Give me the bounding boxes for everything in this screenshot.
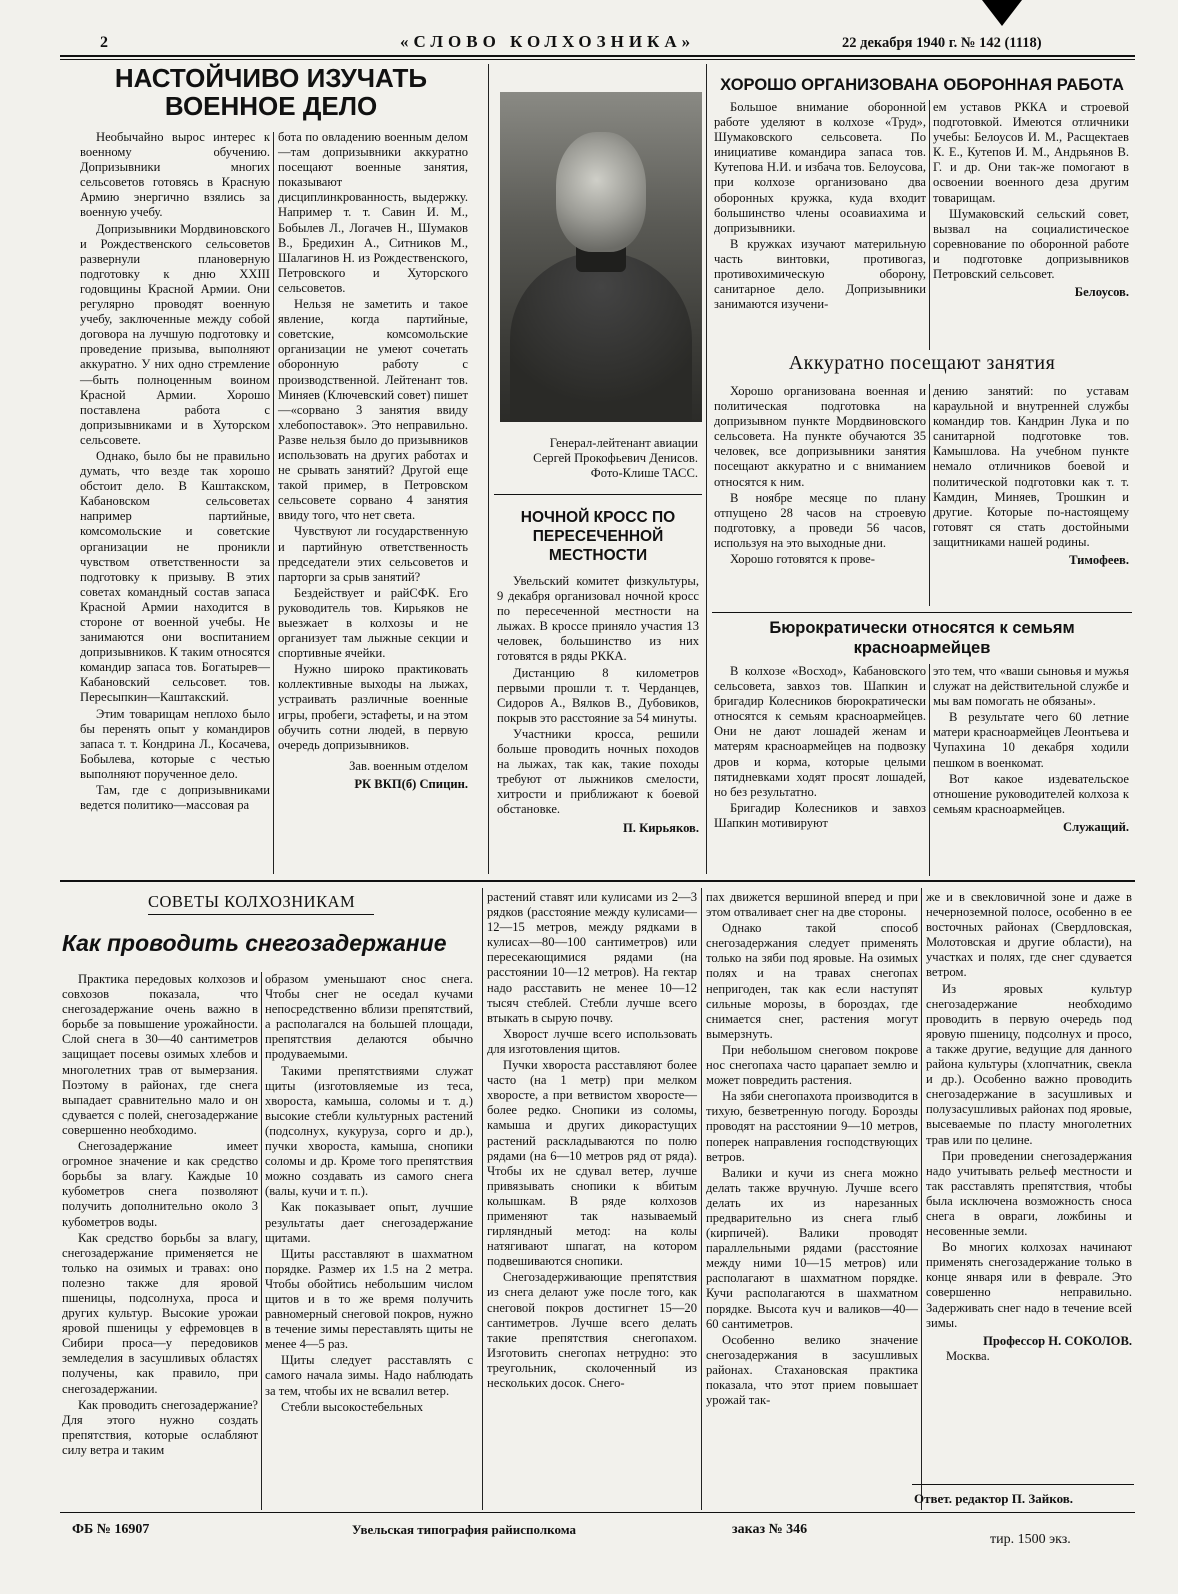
paragraph: Валики и кучи из снега можно делать также вручную. Лучше всего делать их из нарезанных предварительно из снега глыб (кирпичей). Валики проводят параллельными рядами (расстояние между ними 10—15 метров) или располагают в шахматном порядке. Кучи располагаются в шахматном порядке. Высота куч и валиков—40—60 сантиметров. — [706, 1165, 918, 1331]
snow-col1 — [62, 972, 258, 1459]
attend-col2 — [933, 384, 1129, 568]
paragraph: Снегозадерживающие препятствия из снега делают уже после того, как снеговой покров достигнет 15—20 сантиметров. Лучше всего делать такие препятствия снегопахом. Изготовить снегопах нетрудно: это треугольник, сколоченный из нескольких досок. Снего- — [487, 1270, 697, 1390]
page-number: 2 — [100, 34, 108, 51]
paragraph: При небольшом снеговом покрове нос снегопаха часто царапает землю и может повредить растения. — [706, 1042, 918, 1088]
editor-rule — [912, 1484, 1134, 1485]
paragraph: растений ставят или кулисами из 2—3 рядков (расстояние между кулисами—12—15 метров, между рядками в кулисах—80—100 сантиметров) или пересекающимися рядами (на расстоянии 10—12 метров). На гектар надо расставить не менее 10—12 тысяч стеблей. Стебли лучше всего втыкать в сырую почву. — [487, 890, 697, 1025]
paragraph: Хорошо организована военная и политическая подготовка на допризывном пункте Мордвиновского сельсовета. На пункте обучаются 35 человек, все допризывники занятия посещают аккуратно и с вниманием относятся к ним. — [714, 384, 926, 489]
cross-headline — [494, 508, 702, 565]
lower-section-rule — [60, 880, 1135, 882]
paragraph: В кружках изучают материльную часть винтовки, противогаз, противохимическую оборону, санитарное дело. Допризывники занимаются изучени- — [714, 236, 926, 312]
snow-headline: Как проводить снегозадержание — [62, 930, 447, 956]
paragraph: Особенно велико значение снегозадержания в засушливых районах. Стахановская практика показала, что этот прием повышает урожай так- — [706, 1332, 918, 1408]
rubric-label: СОВЕТЫ КОЛХОЗНИКАМ — [148, 892, 356, 911]
paragraph: это тем, что «ваши сыновья и мужья служат на действительной службе и мы вам помогать не обязаны». — [933, 664, 1129, 709]
paragraph: пах движется вершиной вперед и при этом отваливает снег на две стороны. — [706, 890, 918, 920]
paragraph: В ноябре месяце по плану отпущено 28 часов на строевую подготовку, а проведи 56 часов, используя на это выходные дни. — [714, 490, 926, 550]
paragraph: В результате чего 60 летние матери красноармейцев Леонтьева и Чупахина 10 декабря ходили пешком в военкомат. — [933, 710, 1129, 770]
paragraph: Бездействует и райСФК. Его руководитель тов. Кирьяков не выезжает в колхозы и не организует там лыжные секции и спортивные ячейки. — [278, 585, 468, 661]
paragraph: Там, где с допризывниками ведется политико—массовая ра — [80, 783, 270, 813]
bureau-signature: Служащий. — [1062, 819, 1129, 834]
paragraph: Хорошо готовятся к прове- — [730, 552, 875, 567]
cross-title-line3: МЕСТНОСТИ — [548, 547, 648, 564]
cross-title-line2: ПЕРЕСЕЧЕННОЙ — [532, 528, 664, 545]
column-rule — [929, 664, 930, 876]
paragraph: Пучки хвороста расставляют более часто (на 1 метр) при мелком хворосте, а при ветвистом хворосте—более редко. Снопики из соломы, камыша и других дикорастущих растений раскладываются по полю рядами (на 6—10 метров ряд от ряда). Чтобы их не сдувал ветер, лучше привязывать снопики к вбитым колышкам. В ряде колхозов применяют так называемый гирляндный метод: на колы натягивают шпагат, на котором подвешиваются снопики. — [487, 1058, 697, 1269]
bureau-title-line1: Бюрократически относятся к семьям — [769, 619, 1075, 637]
bureau-col1 — [714, 664, 926, 832]
paragraph: Как средство борьбы за влагу, снегозадержание применяется не только на озимых и травах: оно полезно также для яровой пшеницы, подсолнуха, проса и других культур. Высокие урожаи яровой пшеницы у ефремовцев в Сибири проса—у передовиков земледелия в засушливых областях получены, как правило, при снегозадержании. — [62, 1230, 258, 1396]
paragraph: Как проводить снегозадержание? Для этого нужно создать препятствия, которые ослабляют силу ветра и таким — [62, 1397, 258, 1457]
paragraph: Как показывает опыт, лучшие результаты дает снегозадержание щитами. — [265, 1200, 473, 1245]
paragraph: Чувствуют ли государственную и партийную ответственность председатели этих сельсоветов и парторги за срыв занятий? — [278, 524, 468, 584]
article1-headline — [64, 64, 478, 120]
paragraph: Вот какое издевательское отношение руководителей колхоза к семьям красноармейцев. — [933, 771, 1129, 816]
photo-caption — [494, 436, 698, 481]
portrait-photo — [500, 92, 702, 422]
column-rule — [261, 972, 262, 1510]
paragraph: Нельзя не заметить и такое явление, когда партийные, советские, комсомольские организации не умеют сочетать оборонную работу с производственной. Лейтенант тов. Миняев (Ключевский совет) пишет—«сорвано 3 занятия ввиду хлебопоставок». Это неправильно. Разве нельзя было до призывников использовать на других работах и не срывать занятий? Другой еще такой пример, в Петровском сельсовете сорвано 4 занятия ввиду того, что нет света. — [278, 297, 468, 523]
paragraph: Щиты расставляют в шахматном порядке. Размер их 1.5 на 2 метра. Чтобы обойтись небольшим числом щитов и в то же время получить равномерный снеговой покров, нужно в течение зимы переставлять щиты не менее 4—5 раз. — [265, 1246, 473, 1352]
bureau-headline — [712, 618, 1132, 658]
paragraph: Однако такой способ снегозадержания следует применять только на зяби под яровые. На озимых полях и на травах снегопах непригоден, так как если наступят сильные морозы, в бороздах, где снимается снег, растения могут вымерзнуть. — [706, 921, 918, 1041]
snow-signature: Профессор Н. СОКОЛОВ. — [983, 1333, 1132, 1348]
attend-signature: Тимофеев. — [1069, 553, 1129, 568]
paragraph: Щиты следует расставлять с самого начала зимы. Надо наблюдать за тем, чтобы их не всвалил ветер. — [265, 1353, 473, 1398]
paragraph: Стебли высокостебельных — [281, 1399, 424, 1414]
paragraph: Хворост лучше всего использовать для изготовления щитов. — [487, 1026, 697, 1056]
article1-col2 — [278, 130, 468, 792]
paragraph: Большое внимание оборонной работе уделяют в колхозе «Труд», Шумаковского сельсовета. По инициативе командира запаса тов. Кутепова Н.И. и избача тов. Белоусова, при колхозе организовано два оборонных кружка, куда входит большинство члены осоавиахима и допризывники. — [714, 100, 926, 235]
caption-line1: Генерал-лейтенант авиации — [549, 436, 698, 450]
paragraph: Шумаковский сельский совет, вызвал на социалистическое соревнование по оборонной работе и подготовке допризывников Петровский сельсовет. — [933, 206, 1129, 282]
article1-title-line2: ВОЕННОЕ ДЕЛО — [164, 91, 378, 121]
paragraph: бота по овладению военным делом—там допризывники аккуратно посещают военные занятия, показывают дисциплинкрованность, выдержку. Например т. т. Савин И. М., Бобылев Л., Логачев Н., Шумаков В., Бредихин А., Ситников М., Шалагинов Н. из Рождественского, Петровского и Хуторского сельсоветов. — [278, 130, 468, 295]
corner-mark — [982, 0, 1022, 26]
masthead-rule — [60, 55, 1135, 57]
bureau-title-line2: красноармейцев — [853, 639, 991, 657]
column-rule — [482, 888, 483, 1510]
paragraph: ем уставов РККА и строевой подготовкой. Имеются отличники учебы: Белоусов И. М., Расщектаев К. Е., Кутепов И. М., Андрьянов В. Г. и др. Они так-же помогают в освоении военного деза другим товарищам. — [933, 100, 1129, 205]
paragraph: Бригадир Колесников и завхоз Шапкин мотивируют — [714, 800, 926, 830]
paragraph: Практика передовых колхозов и совхозов показала, что снегозадержание очень важно в борьбе за повышение урожайности. Слой снега в 30—40 сантиметров защищает посевы озимых хлебов и многолетних трав от вымерзания. Поэтому в районах, где снега выпадает сравнительно мало и он сдувается с полей, снегозадержание совершенно необходимо. — [62, 972, 258, 1137]
snow-col2 — [265, 972, 473, 1416]
bureau-col2 — [933, 664, 1129, 835]
cross-signature: П. Кирьяков. — [623, 820, 699, 835]
snow-col3 — [487, 890, 697, 1392]
article1-col1 — [80, 130, 270, 814]
editor-line: Ответ. редактор П. Зайков. — [914, 1491, 1074, 1506]
column-rule — [929, 100, 930, 350]
footer-rule — [60, 1512, 1135, 1513]
column-rule — [929, 384, 930, 606]
snow-col5 — [926, 890, 1132, 1364]
paragraph: Дистанцию 8 километров первыми прошли т. т. Черданцев, Сидоров А., Вялков В., Дубовиков, покрыв это расстояние за 54 минуты. — [497, 665, 699, 725]
column-rule — [921, 888, 922, 1510]
paragraph: образом уменьшают снос снега. Чтобы снег не оседал кучами непосредственно вблизи препятствий, а располагался на большей площади, препятствия делаются обычно продуваемыми. — [265, 972, 473, 1062]
section-rule — [494, 494, 702, 495]
paragraph: же и в свекловичной зоне и даже в нечерноземной полосе, особенно в ее восточных районах (Свердловская, Молотовская и другие области), на участках и полях, где снег сдувается ветром. — [926, 890, 1132, 980]
column-rule — [701, 888, 702, 1510]
fb-number: ФБ № 16907 — [72, 1522, 150, 1537]
paragraph: Такими препятствиями служат щиты (изготовляемые из теса, хвороста, камыша, соломы и т. д.) высокие стебли культурных растений (подсолнух, кукуруза, сорго и др.), пучки хвороста, камыша, снопики соломы и др. Кроме того препятствия можно создавать из самого снега (валы, кучи и т. п.). — [265, 1063, 473, 1199]
issue-info: 22 декабря 1940 г. № 142 (1118) — [842, 35, 1042, 51]
attend-headline: Аккуратно посещают занятия — [788, 352, 1056, 374]
cross-title-line1: НОЧНОЙ КРОСС ПО — [520, 509, 676, 526]
defense-headline: ХОРОШО ОРГАНИЗОВАНА ОБОРОННАЯ РАБОТА — [720, 76, 1124, 94]
article1-signature-line1: Зав. военным отделом — [349, 758, 468, 773]
order-number: заказ № 346 — [732, 1522, 808, 1537]
snow-place: Москва. — [946, 1348, 990, 1363]
defense-signature: Белоусов. — [1074, 285, 1129, 300]
paragraph: Этим товарищам неплохо было бы перенять опыт у командиров запаса т. т. Кондрина Л., Косачева, Бобылева, которые с честью выполняют порученное дело. — [80, 706, 270, 781]
paragraph: дению занятий: по уставам караульной и внутренней службы командир тов. Кандрин Лука и по санитарной подготовке тов. Камышлова. На учебном пункте немало отличников боевой и политической подготовки как т. т. Камдин, Миняев, Трошкин и другие. Которые по-настоящему готовят ся стать достойными защитниками нашей родины. — [933, 384, 1129, 549]
printer-line: Увельская типография райисполкома — [352, 1522, 576, 1537]
paragraph: Нужно широко практиковать коллективные выходы на лыжах, устраивать различные военные игры, пробеги, эстафеты, и на этом обучить сотни людей, в первую очередь допризывников. — [278, 662, 468, 752]
circulation: тир. 1500 экз. — [990, 1532, 1071, 1547]
snow-col4 — [706, 890, 918, 1409]
paragraph: Снегозадержание имеет огромное значение и как средство борьбы за влагу. Каждые 10 кубометров снега позволяют получить дополнительно около 3 кубометров воды. — [62, 1139, 258, 1229]
paragraph: Допризывники Мордвиновского и Рождественского сельсоветов развернули плановерную подготовку к дню XXIII годовщины Красной Армии. Они регулярно проводят военную учебу, заключенные между собой договора на лучшую подготовку и проведение призыва, выполняют аккуратно. У них одно стремление—быть полноценным воином Красной Армии. Хорошо поставлена работа с допризывниками и в Хуторском сельсовете. — [80, 221, 270, 447]
article1-signature-line2: РК ВКП(б) Спицин. — [354, 776, 468, 791]
paragraph: Из яровых культур снегозадержание необходимо проводить в первую очередь под яровую пшеницу, подсолнух и просо, а также другие, ведущие для данного района культуры (хлопчатник, свекла и др.). Особенно важно проводить снегозадержание в засушливых и полузасушливых районах под яровые, высеваемые по пласту многолетних трав или по целине. — [926, 981, 1132, 1147]
paragraph: Необычайно вырос интерес к военному обучению. Допризывники многих сельсоветов готовясь в Красную Армию энергично взялись за военную учебу. — [80, 130, 270, 220]
defense-col1 — [714, 100, 926, 313]
caption-line2: Сергей Прокофьевич Денисов. — [533, 451, 698, 465]
masthead-title: «СЛОВО КОЛХОЗНИКА» — [400, 32, 696, 51]
cross-body — [497, 574, 699, 836]
paragraph: В колхозе «Восход», Кабановского сельсовета, завхоз тов. Шапкин и бригадир Колесников бюрократически относятся к семьям красноармейцев. Они не дают лошадей женам и матерям красноармейцев на подвозку дров и корма, которые целыми пятидневками ходят просят лошадей, но без результатно. — [714, 664, 926, 799]
article1-title-line1: НАСТОЙЧИВО ИЗУЧАТЬ — [114, 63, 428, 93]
paragraph: Участники кросса, решили больше проводить ночных походов на лыжах, так как, такие походы требуют от лыжников смелости, хитрости и приближают к боевой обстановке. — [497, 726, 699, 817]
attend-col1 — [714, 384, 926, 568]
paragraph: При проведении снегозадержания надо учитывать рельеф местности и так расставлять препятствия, чтобы была исключена возможность сноса снега в овраги, ложбины и несовенные земли. — [926, 1148, 1132, 1239]
column-rule — [706, 64, 707, 874]
paragraph: Во многих колхозах начинают применять снегозадержание только в конце января или в феврале. Это совершенно неправильно. Задерживать снег надо в течение всей зимы. — [926, 1240, 1132, 1330]
rubric-underline — [148, 914, 374, 915]
paragraph: Однако, было бы не правильно думать, что везде так хорошо обстоит дело. В Каштакском, Кабановском сельсоветах например партийные, комсомольские и советские организации не проникли чувством ответственности за подготовку к призыву. В этих советах командный состав запаса Красной Армии находится в стороне от военной учебы. Не занимаются они воспитанием допризывников. К таким относятся командир запаса тов. Богатырев—Кабановский сельсовет. тов. Пересыпкин—Каштакский. — [80, 448, 270, 705]
defense-col2 — [933, 100, 1129, 300]
column-rule — [488, 64, 489, 874]
column-rule — [273, 132, 274, 874]
masthead-rule-thin — [60, 59, 1135, 60]
section-rule — [712, 612, 1132, 613]
paragraph: На зяби снегопахота производится в тихую, безветренную погоду. Борозды проводят на расстоянии 9—10 метров, поперек направления господствующих ветров. — [706, 1089, 918, 1164]
caption-line3: Фото-Клише ТАСС. — [590, 466, 698, 480]
paragraph: Увельский комитет физкультуры, 9 декабря организовал ночной кросс по пересеченной местности на лыжах. В кроссе приняло участия 13 человек, большинство из них готовятся в ряды РККА. — [497, 574, 699, 664]
